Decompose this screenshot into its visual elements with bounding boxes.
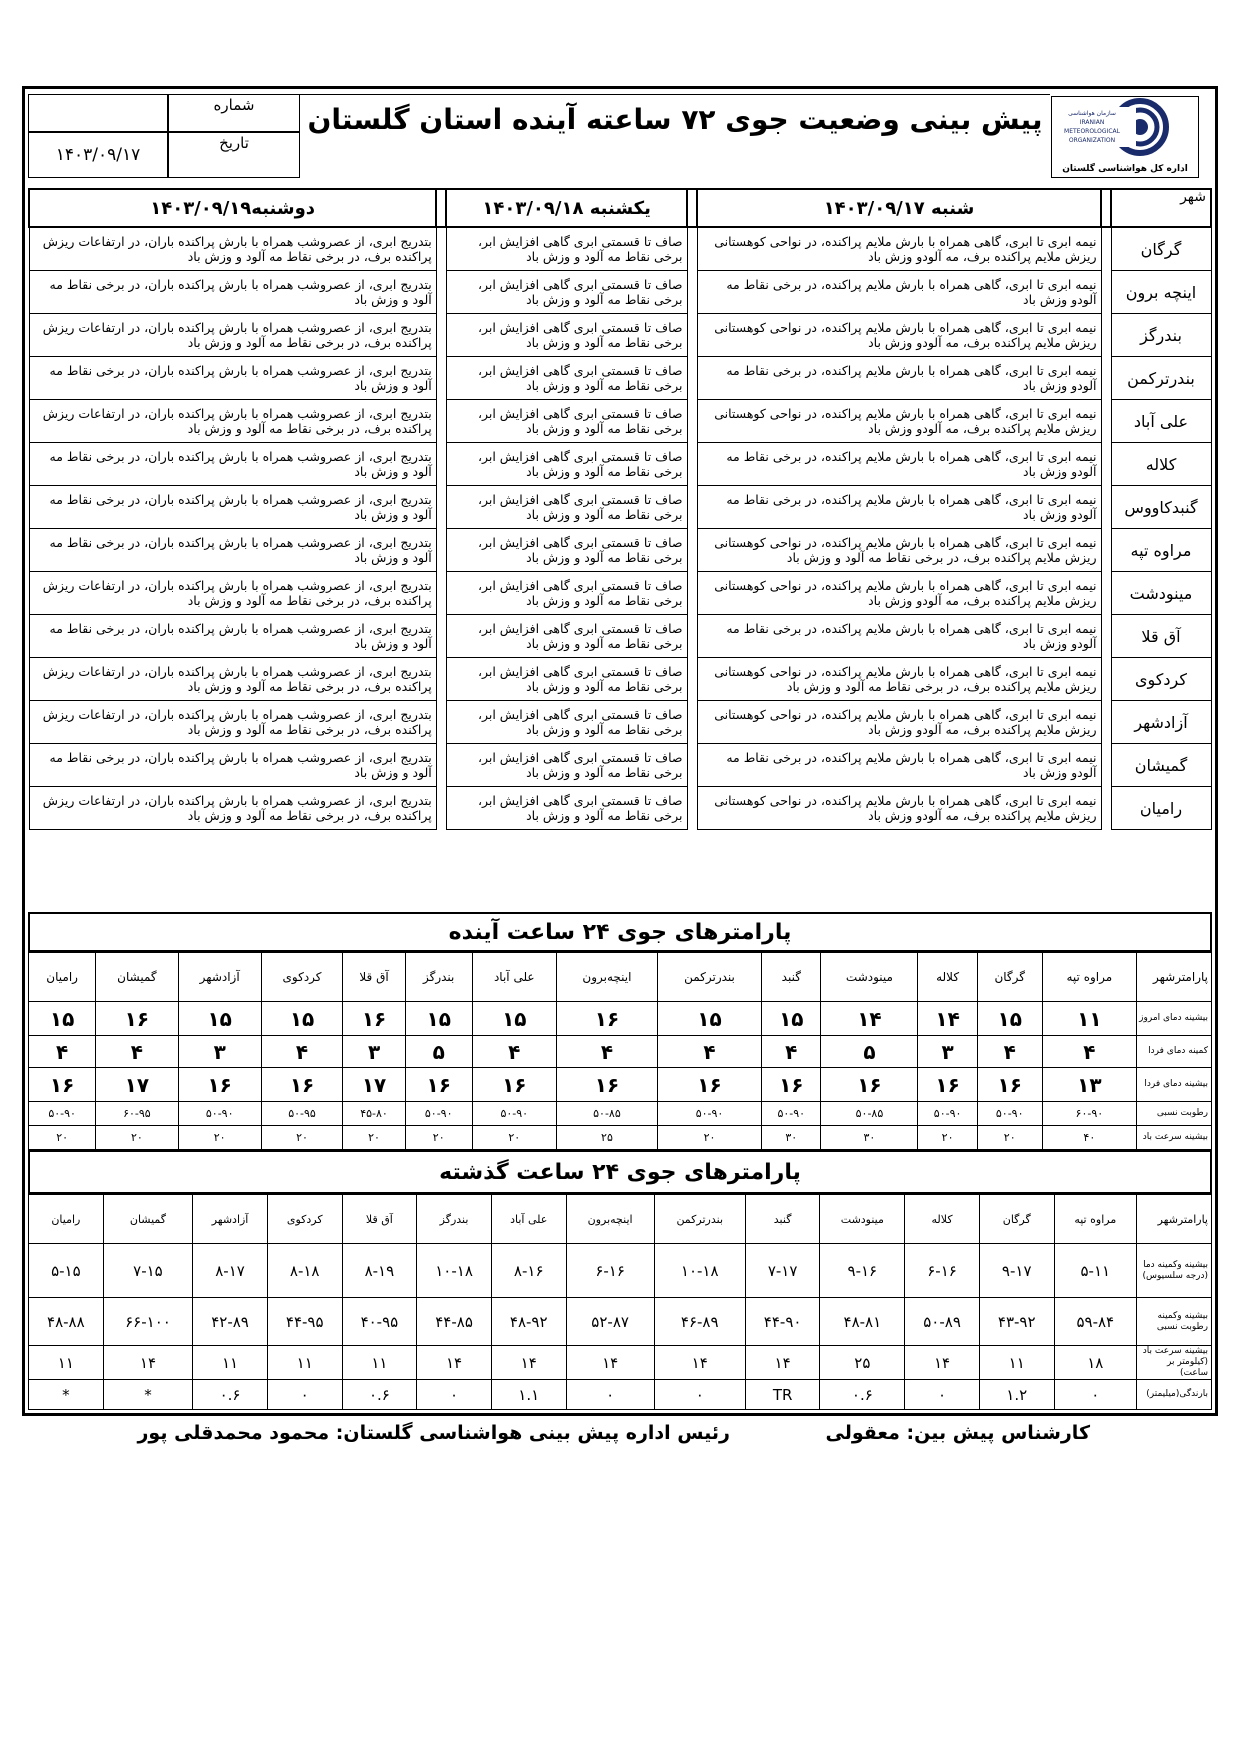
params-value: ۴ (261, 1036, 342, 1068)
forecast-row (29, 787, 1211, 830)
params-value: * (103, 1380, 192, 1410)
params-city-header: علی آباد (472, 953, 557, 1002)
params-value: ۴۶-۸۹ (654, 1298, 745, 1346)
params-value: ۵۰-۸۵ (557, 1102, 658, 1126)
params-value: ۶۶-۱۰۰ (103, 1298, 192, 1346)
params-city-header: مینودشت (820, 1195, 905, 1244)
params-value: ۹-۱۷ (979, 1244, 1054, 1298)
svg-text:سازمان هواشناسی: سازمان هواشناسی (1068, 110, 1116, 117)
params-value: ۲۰ (96, 1126, 178, 1150)
meteorological-organization-logo (1051, 96, 1199, 178)
params-value: ۵۰-۹۰ (762, 1102, 821, 1126)
params-value: ۵۰-۸۵ (821, 1102, 918, 1126)
params-row-label: بیشینه دمای امروز (1137, 1002, 1212, 1036)
svg-text:IRANIAN: IRANIAN (1079, 119, 1105, 126)
params-value: ۸-۱۶ (491, 1244, 566, 1298)
params-row-label: بارندگی(میلیمتر) (1137, 1380, 1212, 1410)
params-row-label: بیشینه سرعت باد (1137, 1126, 1212, 1150)
params-value: ۱۴ (417, 1346, 492, 1380)
params-value: ۶-۱۶ (905, 1244, 980, 1298)
params-value: ۱۴ (491, 1346, 566, 1380)
forecast-row (29, 486, 1211, 529)
params-value: ۱۰-۱۸ (417, 1244, 492, 1298)
params-value: ۱۵ (405, 1002, 472, 1036)
params-value: ۱۵ (178, 1002, 261, 1036)
svg-text:اداره کل هواشناسی گلستان: اداره کل هواشناسی گلستان (1062, 164, 1188, 174)
params-value: ۱۰-۱۸ (654, 1244, 745, 1298)
params-value: ۱۴ (821, 1002, 918, 1036)
forecast-day1-text: نیمه ابری تا ابری، گاهی همراه با بارش ملایم پراکنده، در نواحی کوهستانی ریزش ملایم پراکنده برف، مه آلودو وزش باد (697, 701, 1101, 744)
forecast-day1-text: نیمه ابری تا ابری، گاهی همراه با بارش ملایم پراکنده، در برخی نقاط مه آلودو وزش باد (697, 443, 1101, 486)
city-name: مراوه تپه (1111, 529, 1211, 572)
params-value: ۴۰-۹۵ (342, 1298, 417, 1346)
forecast-day3-text: بتدریج ابری، از عصروشب همراه با بارش پراکنده باران، در ارتفاعات ریزش پراکنده برف، در برخی نقاط مه آلود و وزش باد (29, 658, 436, 701)
params-value: ۵۰-۹۰ (405, 1102, 472, 1126)
params-value: ۳۰ (821, 1126, 918, 1150)
forecast-row (29, 271, 1211, 314)
params-value: ۳ (343, 1036, 406, 1068)
params-row-label: بیشینه سرعت باد (کیلومتر بر ساعت) (1137, 1346, 1212, 1380)
params-value: ۱۶ (178, 1068, 261, 1102)
forecast-day1-text: نیمه ابری تا ابری، گاهی همراه با بارش ملایم پراکنده، در نواحی کوهستانی ریزش ملایم پراکنده برف، مه آلودو وزش باد (697, 400, 1101, 443)
forecast-day1-text: نیمه ابری تا ابری، گاهی همراه با بارش ملایم پراکنده، در نواحی کوهستانی ریزش ملایم پراکنده برف، در برخی نقاط مه آلود و وزش باد (697, 658, 1101, 701)
params-value: ۳۰ (762, 1126, 821, 1150)
forecast-day2-text: صاف تا قسمتی ابری گاهی افزایش ابر، برخی نقاط مه آلود و وزش باد (446, 615, 687, 658)
forecast-day2-text: صاف تا قسمتی ابری گاهی افزایش ابر، برخی نقاط مه آلود و وزش باد (446, 658, 687, 701)
params-value: TR (745, 1380, 820, 1410)
params-city-header: کلاله (918, 953, 977, 1002)
forecast-day2-text: صاف تا قسمتی ابری گاهی افزایش ابر، برخی نقاط مه آلود و وزش باد (446, 314, 687, 357)
params-value: ۱۳ (1042, 1068, 1136, 1102)
params-city-header: بندرترکمن (654, 1195, 745, 1244)
params-value: ۵۰-۹۰ (657, 1102, 761, 1126)
city-name: رامیان (1111, 787, 1211, 830)
params-value: ۰ (566, 1380, 654, 1410)
params-value: ۲۵ (820, 1346, 905, 1380)
forecast-day3-text: بتدریج ابری، از عصروشب همراه با بارش پراکنده باران، در ارتفاعات ریزش پراکنده برف، در برخی نقاط مه آلود و وزش باد (29, 572, 436, 615)
params-value: ۵۰-۹۰ (977, 1102, 1042, 1126)
params-value: ۹-۱۶ (820, 1244, 905, 1298)
params-city-header: مراوه تپه (1054, 1195, 1136, 1244)
params-city-header: کردکوی (261, 953, 342, 1002)
forecast-day3-text: بتدریج ابری، از عصروشب همراه با بارش پراکنده باران، در ارتفاعات ریزش پراکنده برف، در برخی نقاط مه آلود و وزش باد (29, 400, 436, 443)
params-city-header: گرگان (979, 1195, 1054, 1244)
title-box (300, 94, 1050, 178)
forecast-day1-text: نیمه ابری تا ابری، گاهی همراه با بارش ملایم پراکنده، در نواحی کوهستانی ریزش ملایم پراکنده برف، در برخی نقاط مه آلود و وزش باد (697, 529, 1101, 572)
params-value: ۷-۱۵ (103, 1244, 192, 1298)
logo-icon (1052, 97, 1198, 177)
day-header-1: شنبه ۱۴۰۳/۰۹/۱۷ (697, 189, 1101, 227)
forecast-day1-text: نیمه ابری تا ابری، گاهی همراه با بارش ملایم پراکنده، در نواحی کوهستانی ریزش ملایم پراکنده برف، مه آلودو وزش باد (697, 787, 1101, 830)
forecast-row (29, 658, 1211, 701)
forecast-day2-text: صاف تا قسمتی ابری گاهی افزایش ابر، برخی نقاط مه آلود و وزش باد (446, 787, 687, 830)
params-city-header: بندرگز (417, 1195, 492, 1244)
params-row (29, 1346, 1212, 1380)
forecast-day2-text: صاف تا قسمتی ابری گاهی افزایش ابر، برخی نقاط مه آلود و وزش باد (446, 443, 687, 486)
params-value: ۴۰ (1042, 1126, 1136, 1150)
params-value: ۱۱ (342, 1346, 417, 1380)
params-value: ۱۷ (343, 1068, 406, 1102)
forecast-day1-text: نیمه ابری تا ابری، گاهی همراه با بارش ملایم پراکنده، در برخی نقاط مه آلودو وزش باد (697, 615, 1101, 658)
params-city-header: مینودشت (821, 953, 918, 1002)
params-city-header: مراوه تپه (1042, 953, 1136, 1002)
params-value: ۵ (405, 1036, 472, 1068)
params-value: ۵۰-۹۰ (178, 1102, 261, 1126)
params-row (29, 1298, 1212, 1346)
params-value: ۱۶ (977, 1068, 1042, 1102)
params-value: ۴۵-۸۰ (343, 1102, 406, 1126)
forecast-row (29, 400, 1211, 443)
params-corner-label: پارامترشهر (1137, 1195, 1212, 1244)
params-value: ۱۶ (657, 1068, 761, 1102)
params-row-label: بیشینه وکمینه رطوبت نسبی (1137, 1298, 1212, 1346)
params-value: ۱۶ (96, 1002, 178, 1036)
forecast-day2-text: صاف تا قسمتی ابری گاهی افزایش ابر، برخی نقاط مه آلود و وزش باد (446, 227, 687, 271)
params-header-row (29, 1195, 1212, 1244)
params-row (29, 1036, 1212, 1068)
forecast-day1-text: نیمه ابری تا ابری، گاهی همراه با بارش ملایم پراکنده، در برخی نقاط مه آلودو وزش باد (697, 357, 1101, 400)
params-value: ۴ (657, 1036, 761, 1068)
params-value: ۲۰ (977, 1126, 1042, 1150)
params-value: ۰.۶ (820, 1380, 905, 1410)
params-value: ۱۱ (193, 1346, 268, 1380)
forecast-row (29, 701, 1211, 744)
params-value: ۲۰ (178, 1126, 261, 1150)
params-city-header: گنبد (762, 953, 821, 1002)
params-value: ۰ (267, 1380, 342, 1410)
params-city-header: آق قلا (343, 953, 406, 1002)
city-name: کردکوی (1111, 658, 1211, 701)
params-value: ۸-۱۹ (342, 1244, 417, 1298)
params-value: ۴۸-۹۲ (491, 1298, 566, 1346)
params-value: ۵۲-۸۷ (566, 1298, 654, 1346)
forecast-day2-text: صاف تا قسمتی ابری گاهی افزایش ابر، برخی نقاط مه آلود و وزش باد (446, 486, 687, 529)
params-value: ۴۴-۹۰ (745, 1298, 820, 1346)
params-city-header: آزادشهر (193, 1195, 268, 1244)
city-name: آزادشهر (1111, 701, 1211, 744)
params-city-header: آق قلا (342, 1195, 417, 1244)
params-value: ۱۵ (29, 1002, 96, 1036)
department-head-name: رئیس اداره پیش بینی هواشناسی گلستان: محمود محمدقلی پور (137, 1422, 730, 1444)
forecast-row (29, 529, 1211, 572)
params-value: ۴ (472, 1036, 557, 1068)
params-value: ۳ (918, 1036, 977, 1068)
forecast-day1-text: نیمه ابری تا ابری، گاهی همراه با بارش ملایم پراکنده، در برخی نقاط مه آلودو وزش باد (697, 486, 1101, 529)
params-value: ۲۵ (557, 1126, 658, 1150)
params-value: ۱.۲ (979, 1380, 1054, 1410)
params-value: ۱۵ (977, 1002, 1042, 1036)
params-value: ۱۶ (29, 1068, 96, 1102)
params-row-label: کمینه دمای فردا (1137, 1036, 1212, 1068)
params-value: ۱۶ (343, 1002, 406, 1036)
params-value: ۱۵ (261, 1002, 342, 1036)
forecaster-name: کارشناس پیش بین: معقولی (825, 1422, 1090, 1444)
params-value: ۲۰ (405, 1126, 472, 1150)
params-value: ۴۸-۸۱ (820, 1298, 905, 1346)
city-column-header: شهر (1111, 189, 1211, 227)
params-value: ۵۰-۹۰ (918, 1102, 977, 1126)
forecast-day3-text: بتدریج ابری، از عصروشب همراه با بارش پراکنده باران، در ارتفاعات ریزش پراکنده برف، در برخی نقاط مه آلود و وزش باد (29, 314, 436, 357)
params-value: ۶-۱۶ (566, 1244, 654, 1298)
forecast-day3-text: بتدریج ابری، از عصروشب همراه با بارش پراکنده باران، در برخی نقاط مه آلود و وزش باد (29, 615, 436, 658)
params-row (29, 1126, 1212, 1150)
params-value: ۷-۱۷ (745, 1244, 820, 1298)
params-value: ۱۸ (1054, 1346, 1136, 1380)
params-value: ۱۴ (905, 1346, 980, 1380)
params-value: ۱۵ (472, 1002, 557, 1036)
forecast-day1-text: نیمه ابری تا ابری، گاهی همراه با بارش ملایم پراکنده، در نواحی کوهستانی ریزش ملایم پراکنده برف، مه آلودو وزش باد (697, 227, 1101, 271)
params-value: ۱۶ (472, 1068, 557, 1102)
next24-title: پارامترهای جوی ۲۴ ساعت آینده (28, 912, 1212, 952)
forecast-row (29, 357, 1211, 400)
params-value: ۲۰ (472, 1126, 557, 1150)
city-name: گرگان (1111, 227, 1211, 271)
params-city-header: گنبد (745, 1195, 820, 1244)
forecast-day3-text: بتدریج ابری، از عصروشب همراه با بارش پراکنده باران، در برخی نقاط مه آلود و وزش باد (29, 529, 436, 572)
params-value: ۴ (762, 1036, 821, 1068)
date-value: ۱۴۰۳/۰۹/۱۷ (28, 132, 168, 178)
params-value: ۱۴ (654, 1346, 745, 1380)
params-value: ۶۰-۹۰ (1042, 1102, 1136, 1126)
params-row (29, 1002, 1212, 1036)
params-value: ۱۴ (745, 1346, 820, 1380)
forecast-day2-text: صاف تا قسمتی ابری گاهی افزایش ابر، برخی نقاط مه آلود و وزش باد (446, 271, 687, 314)
params-value: ۵۰-۸۹ (905, 1298, 980, 1346)
params-value: ۱۱ (1042, 1002, 1136, 1036)
params-row-label: رطوبت نسبی (1137, 1102, 1212, 1126)
params-city-header: علی آباد (491, 1195, 566, 1244)
params-city-header: کردکوی (267, 1195, 342, 1244)
day-header-2: یکشنبه ۱۴۰۳/۰۹/۱۸ (446, 189, 687, 227)
params-value: ۱۶ (261, 1068, 342, 1102)
params-value: ۱۵ (762, 1002, 821, 1036)
footer (137, 1422, 1090, 1452)
params-value: ۵۹-۸۴ (1054, 1298, 1136, 1346)
params-value: ۳ (178, 1036, 261, 1068)
params-city-header: اینچه‌برون (557, 953, 658, 1002)
svg-text:METEOROLOGICAL: METEOROLOGICAL (1064, 128, 1120, 135)
params-value: ۲۰ (918, 1126, 977, 1150)
forecast-day2-text: صاف تا قسمتی ابری گاهی افزایش ابر، برخی نقاط مه آلود و وزش باد (446, 357, 687, 400)
forecast-days-row (29, 189, 1211, 227)
forecast-day1-text: نیمه ابری تا ابری، گاهی همراه با بارش ملایم پراکنده، در برخی نقاط مه آلودو وزش باد (697, 744, 1101, 787)
params-value: ۲۰ (657, 1126, 761, 1150)
city-name: علی آباد (1111, 400, 1211, 443)
params-city-header: بندرترکمن (657, 953, 761, 1002)
params-value: ۱۶ (557, 1002, 658, 1036)
forecast-day3-text: بتدریج ابری، از عصروشب همراه با بارش پراکنده باران، در برخی نقاط مه آلود و وزش باد (29, 486, 436, 529)
forecast-day2-text: صاف تا قسمتی ابری گاهی افزایش ابر، برخی نقاط مه آلود و وزش باد (446, 529, 687, 572)
params-row (29, 1380, 1212, 1410)
date-label: تاریخ (168, 132, 300, 178)
params-value: ۱۴ (103, 1346, 192, 1380)
params-value: ۰.۶ (193, 1380, 268, 1410)
forecast-day2-text: صاف تا قسمتی ابری گاهی افزایش ابر، برخی نقاط مه آلود و وزش باد (446, 701, 687, 744)
forecast-row (29, 314, 1211, 357)
params-value: * (29, 1380, 104, 1410)
params-row-label: بیشینه دمای فردا (1137, 1068, 1212, 1102)
params-value: ۰ (1054, 1380, 1136, 1410)
city-name: مینودشت (1111, 572, 1211, 615)
params-value: ۱۴ (918, 1002, 977, 1036)
params-city-header: اینچه‌برون (566, 1195, 654, 1244)
city-name: گمیشان (1111, 744, 1211, 787)
forecast-row (29, 744, 1211, 787)
params-value: ۱.۱ (491, 1380, 566, 1410)
forecast-row (29, 572, 1211, 615)
params-value: ۸-۱۸ (267, 1244, 342, 1298)
params-value: ۴ (1042, 1036, 1136, 1068)
params-value: ۴۸-۸۸ (29, 1298, 104, 1346)
forecast-day1-text: نیمه ابری تا ابری، گاهی همراه با بارش ملایم پراکنده، در نواحی کوهستانی ریزش ملایم پراکنده برف، مه آلودو وزش باد (697, 572, 1101, 615)
params-value: ۵۰-۹۰ (29, 1102, 96, 1126)
params-value: ۸-۱۷ (193, 1244, 268, 1298)
params-value: ۴ (96, 1036, 178, 1068)
forecast-row (29, 443, 1211, 486)
city-name: گنبدکاووس (1111, 486, 1211, 529)
forecast-row (29, 227, 1211, 271)
params-city-header: رامیان (29, 1195, 104, 1244)
params-value: ۱۶ (762, 1068, 821, 1102)
params-value: ۴ (557, 1036, 658, 1068)
params-value: ۴ (977, 1036, 1042, 1068)
params-value: ۱۱ (29, 1346, 104, 1380)
forecast-day3-text: بتدریج ابری، از عصروشب همراه با بارش پراکنده باران، در برخی نقاط مه آلود و وزش باد (29, 443, 436, 486)
forecast-day2-text: صاف تا قسمتی ابری گاهی افزایش ابر، برخی نقاط مه آلود و وزش باد (446, 572, 687, 615)
params-value: ۴۲-۸۹ (193, 1298, 268, 1346)
params-value: ۵-۱۵ (29, 1244, 104, 1298)
params-value: ۲۰ (343, 1126, 406, 1150)
params-value: ۰ (654, 1380, 745, 1410)
number-value-cell (28, 94, 168, 132)
params-value: ۴۳-۹۲ (979, 1298, 1054, 1346)
params-value: ۱۷ (96, 1068, 178, 1102)
params-value: ۰.۶ (342, 1380, 417, 1410)
next24-table (28, 952, 1212, 1150)
page-title: پیش بینی وضعیت جوی ۷۲ ساعته آینده استان گلستان (307, 103, 1043, 136)
day-header-3: دوشنبه۱۴۰۳/۰۹/۱۹ (29, 189, 436, 227)
params-value: ۲۰ (261, 1126, 342, 1150)
forecast-day3-text: بتدریج ابری، از عصروشب همراه با بارش پراکنده باران، در برخی نقاط مه آلود و وزش باد (29, 357, 436, 400)
params-row-label: بیشینه وکمینه دما (درجه سلسیوس) (1137, 1244, 1212, 1298)
params-value: ۱۶ (821, 1068, 918, 1102)
params-header-row (29, 953, 1212, 1002)
forecast-day3-text: بتدریج ابری، از عصروشب همراه با بارش پراکنده باران، در ارتفاعات ریزش پراکنده برف، در برخی نقاط مه آلود و وزش باد (29, 787, 436, 830)
city-name: کلاله (1111, 443, 1211, 486)
past24-table (28, 1194, 1212, 1410)
params-row (29, 1102, 1212, 1126)
params-value: ۱۶ (918, 1068, 977, 1102)
params-corner-label: پارامترشهر (1137, 953, 1212, 1002)
params-value: ۴ (29, 1036, 96, 1068)
params-city-header: گمیشان (96, 953, 178, 1002)
forecast-day2-text: صاف تا قسمتی ابری گاهی افزایش ابر، برخی نقاط مه آلود و وزش باد (446, 744, 687, 787)
params-value: ۶۰-۹۵ (96, 1102, 178, 1126)
params-value: ۵-۱۱ (1054, 1244, 1136, 1298)
forecast-table (28, 188, 1212, 830)
forecast-row (29, 615, 1211, 658)
params-city-header: بندرگز (405, 953, 472, 1002)
params-row (29, 1068, 1212, 1102)
forecast-day2-text: صاف تا قسمتی ابری گاهی افزایش ابر، برخی نقاط مه آلود و وزش باد (446, 400, 687, 443)
city-name: آق قلا (1111, 615, 1211, 658)
params-value: ۵۰-۹۵ (261, 1102, 342, 1126)
params-value: ۱۱ (979, 1346, 1054, 1380)
params-value: ۴۴-۹۵ (267, 1298, 342, 1346)
params-value: ۱۴ (566, 1346, 654, 1380)
forecast-day3-text: بتدریج ابری، از عصروشب همراه با بارش پراکنده باران، در برخی نقاط مه آلود و وزش باد (29, 744, 436, 787)
params-row (29, 1244, 1212, 1298)
params-city-header: رامیان (29, 953, 96, 1002)
params-city-header: آزادشهر (178, 953, 261, 1002)
forecast-day3-text: بتدریج ابری، از عصروشب همراه با بارش پراکنده باران، در ارتفاعات ریزش پراکنده برف، در برخی نقاط مه آلود و وزش باد (29, 227, 436, 271)
params-city-header: کلاله (905, 1195, 980, 1244)
past24-title: پارامترهای جوی ۲۴ ساعت گذشته (28, 1150, 1212, 1194)
params-value: ۲۰ (29, 1126, 96, 1150)
params-value: ۰ (417, 1380, 492, 1410)
forecast-day3-text: بتدریج ابری، از عصروشب همراه با بارش پراکنده باران، در ارتفاعات ریزش پراکنده برف، در برخی نقاط مه آلود و وزش باد (29, 701, 436, 744)
forecast-day3-text: بتدریج ابری، از عصروشب همراه با بارش پراکنده باران، در برخی نقاط مه آلود و وزش باد (29, 271, 436, 314)
params-value: ۱۶ (557, 1068, 658, 1102)
params-value: ۵ (821, 1036, 918, 1068)
params-value: ۴۴-۸۵ (417, 1298, 492, 1346)
city-name: بندرترکمن (1111, 357, 1211, 400)
params-value: ۱۱ (267, 1346, 342, 1380)
forecast-day1-text: نیمه ابری تا ابری، گاهی همراه با بارش ملایم پراکنده، در برخی نقاط مه آلودو وزش باد (697, 271, 1101, 314)
forecast-day1-text: نیمه ابری تا ابری، گاهی همراه با بارش ملایم پراکنده، در نواحی کوهستانی ریزش ملایم پراکنده برف، مه آلودو وزش باد (697, 314, 1101, 357)
params-city-header: گمیشان (103, 1195, 192, 1244)
params-value: ۰ (905, 1380, 980, 1410)
svg-text:ORGANIZATION: ORGANIZATION (1068, 137, 1116, 144)
params-value: ۱۵ (657, 1002, 761, 1036)
city-name: بندرگز (1111, 314, 1211, 357)
params-value: ۱۶ (405, 1068, 472, 1102)
params-value: ۵۰-۹۰ (472, 1102, 557, 1126)
params-city-header: گرگان (977, 953, 1042, 1002)
number-label: شماره (168, 94, 300, 132)
city-name: اینچه برون (1111, 271, 1211, 314)
